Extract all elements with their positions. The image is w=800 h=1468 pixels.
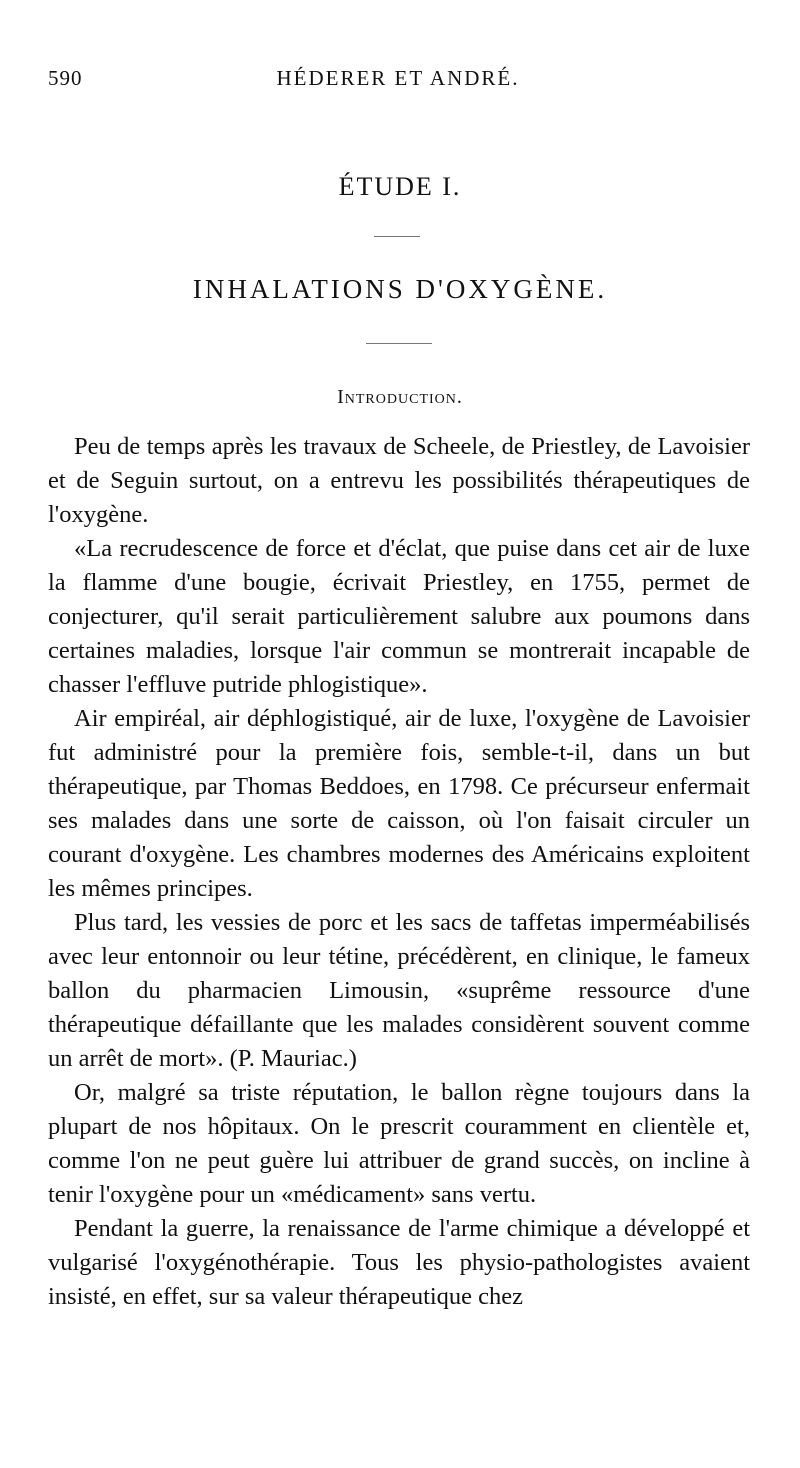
paragraph: Or, malgré sa triste réputation, le ballon règne toujours dans la plupart de nos hôpitaux. On le prescrit couramment en clientèle et, comme l'on ne peut guère lui attribuer de grand succès, on incline à tenir l'oxygène pour un «médicament» sans vertu. [48,1079,750,1208]
paragraph: Air empiréal, air déphlogistiqué, air de luxe, l'oxygène de Lavoisier fut administré pour la première fois, semble-t-il, dans un but thérapeutique, par Thomas Beddoes, en 1798. Ce précurseur enfermait ses malades dans une sorte de caisson, où l'on faisait circuler un courant d'oxygène. Les chambres modernes des Américains exploitent les mêmes principes. [48,705,750,902]
paragraph: Peu de temps après les travaux de Scheele, de Priestley, de Lavoisier et de Seguin surtout, on a entrevu les possibilités thérapeutiques de l'oxygène. [48,433,750,528]
study-heading: ÉTUDE I. [338,172,462,201]
paragraph: «La recrudescence de force et d'éclat, que puise dans cet air de luxe la flamme d'une bougie, écrivait Priestley, en 1755, permet de conjecturer, qu'il serait particulièrement salubre aux poumons dans certaines maladies, lorsque l'air commun se montrerait incapable de chasser l'effluve putride phlogistique». [48,535,750,698]
page-number: 590 [48,66,83,90]
running-head [48,66,748,96]
paragraph: Plus tard, les vessies de porc et les sacs de taffetas imperméabilisés avec leur entonnoir ou leur tétine, précédèrent, en clinique, le fameux ballon du pharmacien Limousin, «suprême ressource d'une thérapeutique défaillante que les malades considèrent souvent comme un arrêt de mort». (P. Mauriac.) [48,909,750,1072]
main-title: INHALATIONS D'OXYGÈNE. [192,274,608,304]
section-heading: Introduction. [337,386,463,408]
divider-rule [374,236,420,237]
body-text [48,430,750,1314]
divider-rule [366,343,432,344]
running-title: HÉDERER ET ANDRÉ. [276,66,520,90]
paragraph: Pendant la guerre, la renaissance de l'arme chimique a développé et vulgarisé l'oxygénothérapie. Tous les physio-pathologistes avaient insisté, en effet, sur sa valeur thérapeutique chez [48,1215,750,1310]
